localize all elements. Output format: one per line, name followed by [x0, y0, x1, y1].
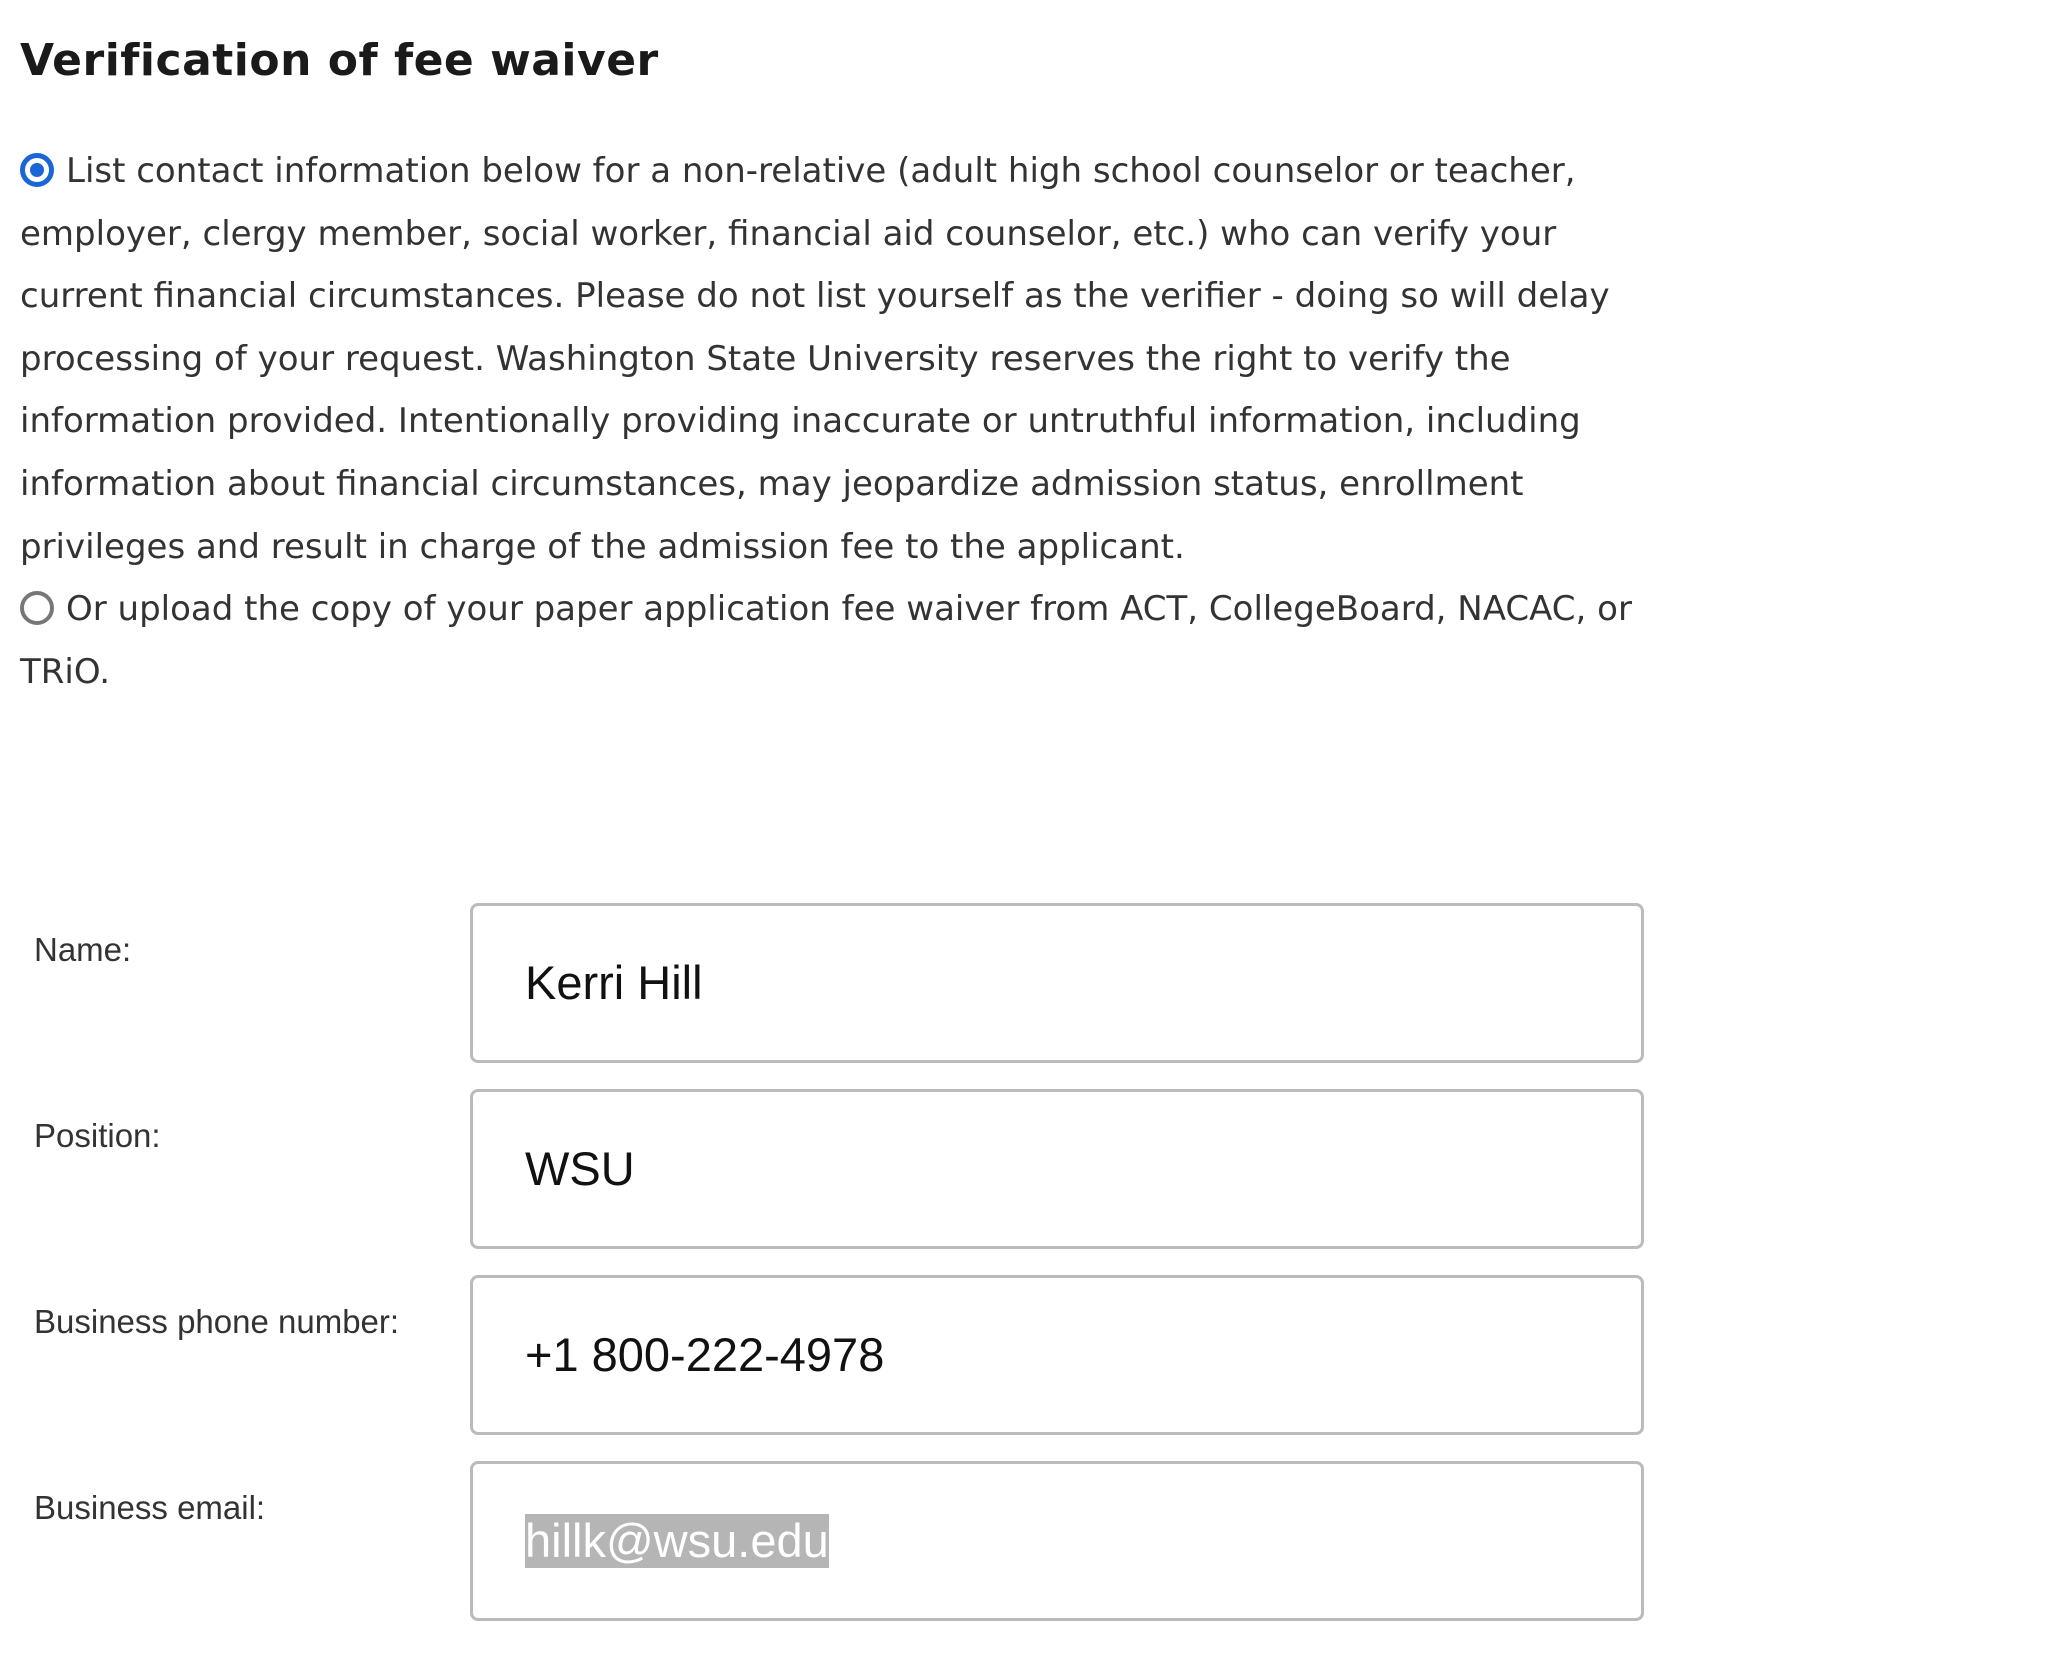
option-text-line: information provided. Intentionally providing inaccurate or untruthful information, including	[20, 401, 1581, 442]
page-title: Verification of fee waiver	[20, 35, 659, 87]
option-text-line: information about financial circumstances, may jeopardize admission status, enrollment	[20, 463, 1524, 504]
field-row-phone	[0, 1275, 1700, 1435]
name-input[interactable]	[470, 903, 1644, 1063]
option-text-line: List contact information below for a non-relative (adult high school counselor or teacher,	[66, 151, 1576, 191]
email-value-selected: hillk@wsu.edu	[525, 1514, 829, 1567]
position-value: WSU	[525, 1142, 635, 1195]
option-contact-info[interactable]	[20, 140, 2010, 578]
name-label: Name:	[34, 931, 132, 968]
option-text-line: privileges and result in charge of the admission fee to the applicant.	[20, 526, 1185, 567]
email-input[interactable]	[470, 1461, 1644, 1621]
option-text-line: TRiO.	[20, 651, 111, 692]
option-text-line: processing of your request. Washington State University reserves the right to verify the	[20, 338, 1511, 379]
phone-label: Business phone number:	[34, 1303, 400, 1340]
field-row-position	[0, 1089, 1700, 1249]
verification-options	[20, 140, 2010, 703]
position-input[interactable]	[470, 1089, 1644, 1249]
phone-value: +1 800-222-4978	[525, 1328, 885, 1381]
option-upload-waiver[interactable]	[20, 578, 2010, 703]
phone-input[interactable]	[470, 1275, 1644, 1435]
option-text-line: Or upload the copy of your paper application fee waiver from ACT, CollegeBoard, NACAC, or	[66, 589, 1632, 630]
field-row-email	[0, 1461, 1700, 1621]
radio-contact-info[interactable]	[20, 153, 54, 187]
radio-upload-waiver[interactable]	[20, 591, 54, 625]
option-text-line: employer, clergy member, social worker, financial aid counselor, etc.) who can verify your	[20, 213, 1557, 254]
name-value: Kerri Hill	[525, 956, 703, 1009]
option-text-line: current financial circumstances. Please do not list yourself as the verifier - doing so will delay	[20, 276, 1610, 317]
field-row-name	[0, 903, 1700, 1063]
position-label: Position:	[34, 1117, 161, 1154]
email-label: Business email:	[34, 1489, 266, 1526]
